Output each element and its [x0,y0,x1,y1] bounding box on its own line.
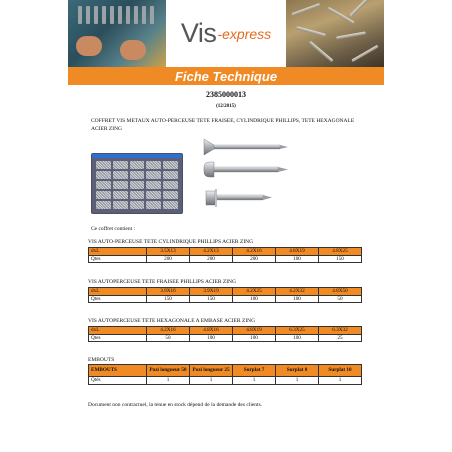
table-cell: 200 [147,255,190,263]
table-header-cell: EMBOUTS [89,365,147,377]
header-photo-tools [68,0,166,67]
table-header-cell: Surplat 8 [276,365,319,377]
table-header-cell: dxL [89,248,147,256]
table-cell: Qtes [89,295,147,303]
table-cell: 150 [190,295,233,303]
table-cell: 100 [233,334,276,342]
table-header-cell: 4.8X16 [190,327,233,335]
table-header-cell: 4.8X19 [233,327,276,335]
hex-head-screw-icon [206,189,272,207]
product-description: COFFRET VIS METAUX AUTO-PERCEUSE TETE FRAISEE, CYLINDRIQUE PHILLIPS, TETE HEXAGONALE ACIER ZING [91,118,355,132]
section-title: VIS AUTOPERCEUSE TETE FRAISEE PHILLIPS ACIER ZING [88,279,237,285]
table-cell: 100 [233,295,276,303]
header-photo-screws [286,0,384,67]
spec-table [88,364,362,385]
table-header-cell: 4.2X16 [147,327,190,335]
table-cell: 100 [190,334,233,342]
table-header-cell: 4.8X25 [319,248,362,256]
table-header-cell: 3.5X13 [147,248,190,256]
table-cell: 25 [319,334,362,342]
section-title: EMBOUTS [88,357,115,363]
table-row [89,255,362,263]
table-cell: 200 [233,255,276,263]
spec-table [88,247,362,263]
product-case-image [91,153,183,214]
table-row [89,334,362,342]
table-cell: 50 [319,295,362,303]
table-row [89,248,362,256]
table-cell: 200 [190,255,233,263]
table-cell: 1 [190,377,233,385]
table-cell: 1 [276,377,319,385]
disclaimer: Document non contractuel, la tenue en stock dépend de la demande des clients. [88,402,263,408]
table-header-cell: 4.2X13 [190,248,233,256]
table-row [89,327,362,335]
table-header-cell: dxL [89,288,147,296]
table-cell: Qtes [89,255,147,263]
section-title: VIS AUTO-PERCEUSE TETE CYLINDRIQUE PHILLIPS ACIER ZING [88,239,254,245]
countersunk-screw-icon [204,139,288,155]
table-cell: Qtes [89,334,147,342]
table-cell: 100 [276,334,319,342]
table-cell: 1 [319,377,362,385]
fiche-technique-banner [68,67,384,85]
table-header-cell: Surplat 10 [319,365,362,377]
screw-types-image [200,135,295,215]
spec-table [88,326,362,342]
table-header-cell: 4.2X16 [233,248,276,256]
spec-table [88,287,362,303]
pan-head-screw-icon [204,162,288,177]
table-header-cell: Pozi longueur 25 [190,365,233,377]
contains-label: Ce coffret contient : [91,226,136,232]
table-header-cell: 4.2X32 [276,288,319,296]
table-row [89,365,362,377]
table-header-cell: Surplat 7 [233,365,276,377]
table-header-cell: 6.3X25 [276,327,319,335]
table-header-cell: 4.8X19 [276,248,319,256]
vis-express-logo [166,0,286,67]
logo-text-suffix: -express [217,25,272,42]
table-cell: 50 [147,334,190,342]
table-cell: 1 [147,377,190,385]
table-row [89,377,362,385]
table-cell: 1 [233,377,276,385]
table-header-cell: Pozi longueur 50 [147,365,190,377]
table-header-cell: 3.9X16 [147,288,190,296]
table-header-cell: 4.8X50 [319,288,362,296]
table-header-cell: dxL [89,327,147,335]
table-cell: Qtés [89,377,147,385]
document-date: (12/2015) [216,104,236,109]
table-cell: 150 [319,255,362,263]
table-cell: 100 [276,255,319,263]
table-header-cell: 6.3X32 [319,327,362,335]
banner-title: Fiche Technique [174,68,278,84]
table-cell: 150 [147,295,190,303]
table-cell: 100 [276,295,319,303]
table-header-cell: 4.2X25 [233,288,276,296]
header [68,0,384,67]
section-title: VIS AUTOPERCEUSE TETE HEXAGONALE A EMBASE ACIER ZING [88,318,256,324]
table-row [89,295,362,303]
product-reference: 2385000013 [206,90,246,99]
table-header-cell: 3.9X19 [190,288,233,296]
table-row [89,288,362,296]
logo-text-main: Vis [180,18,217,48]
